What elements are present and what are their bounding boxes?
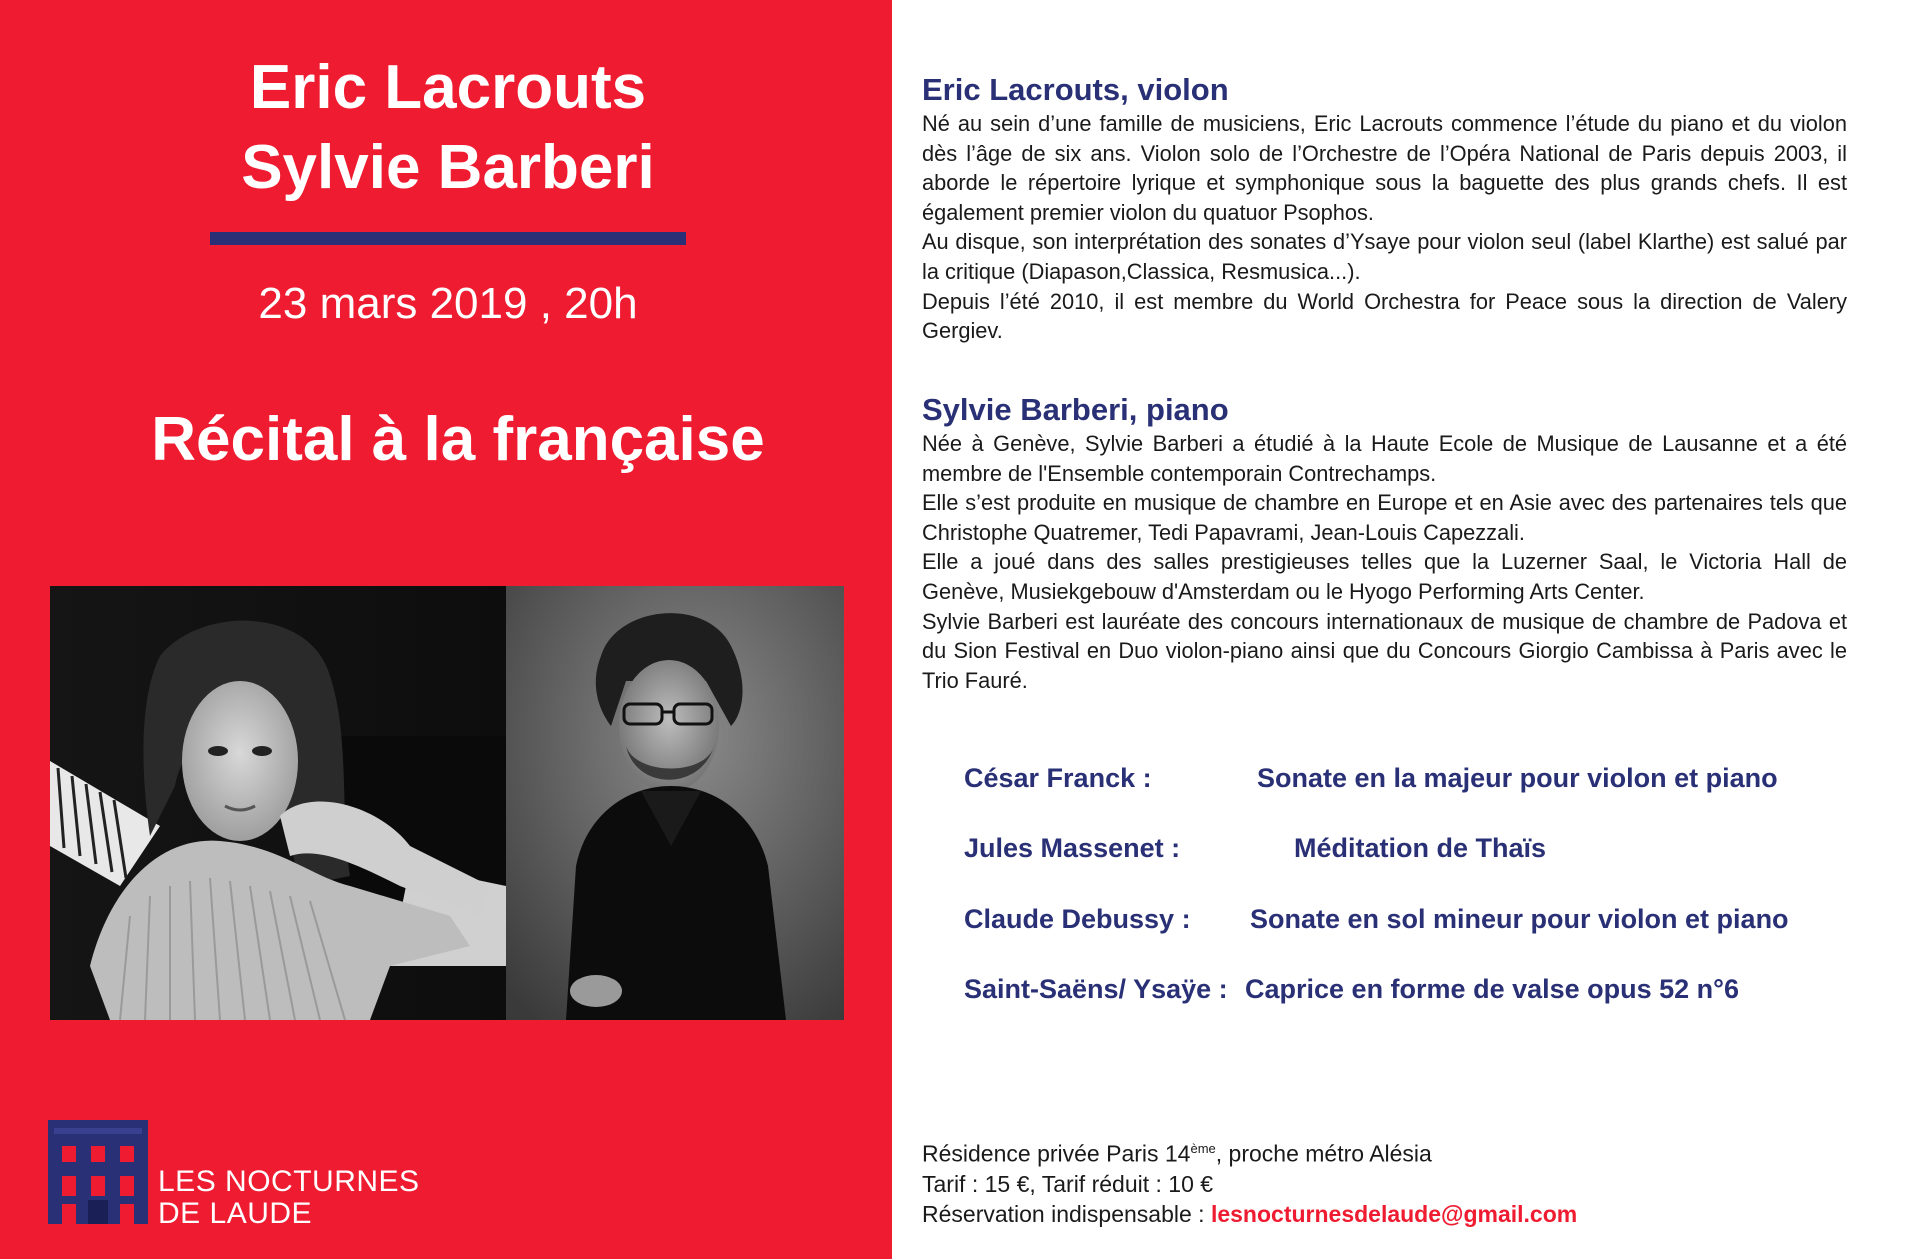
bio-paragraph: Elle a joué dans des salles prestigieuses telles que la Luzerner Saal, le Victoria Hall de Genève, Musiekgebouw d'Amsterdam ou le Hyogo Performing Arts Center. — [922, 549, 1847, 604]
program-work: Caprice en forme de valse opus 52 n°6 — [1245, 974, 1739, 1004]
reservation-line — [922, 1199, 1847, 1229]
concert-date: 23 mars 2019 , 20h — [258, 279, 638, 328]
bio-title-piano: Sylvie Barberi, piano — [922, 392, 1229, 427]
bio-paragraph: Elle s’est produite en musique de chambre en Europe et en Asie avec des partenaires tels que Christophe Quatremer, Tedi Papavrami, Jean-Louis Capezzali. — [922, 490, 1847, 545]
concert-title: Récital à la française — [151, 405, 765, 474]
organizer-name-line-2: DE LAUDE — [158, 1197, 313, 1230]
price-line: Tarif : 15 €, Tarif réduit : 10 € — [922, 1170, 1214, 1197]
program-composer: Claude Debussy : — [964, 904, 1191, 934]
venue-text: Résidence privée Paris 14 — [922, 1140, 1191, 1167]
left-panel — [0, 0, 892, 1259]
reservation-email-link[interactable]: lesnocturnesdelaude@gmail.com — [1210, 1200, 1578, 1227]
reservation-label: Réservation indispensable : — [922, 1200, 1211, 1227]
practical-info — [922, 1134, 1847, 1229]
venue-superscript: ème — [1190, 1141, 1216, 1156]
program-work: Sonate en la majeur pour violon et piano — [1257, 763, 1778, 793]
program-composer: Saint-Saëns/ Ysaÿe : — [964, 974, 1228, 1004]
bio-title-violin: Eric Lacrouts, violon — [922, 72, 1229, 107]
violinist-photo — [506, 586, 844, 1020]
bio-paragraph: Né au sein d’une famille de musiciens, Eric Lacrouts commence l’étude du piano et du violon dès l’âge de six ans. Violon solo de l’Orchestre de l’Opéra National de Paris depuis 2003, il aborde le répertoire lyrique et symphonique sous la baguette des plus grands chefs. Il est également premier violon du quatuor Psophos. — [922, 111, 1847, 225]
program-composer: Jules Massenet : — [964, 833, 1181, 863]
program-composer: César Franck : — [964, 763, 1152, 793]
organizer-name-line-1: LES NOCTURNES — [158, 1165, 420, 1198]
bio-text-piano — [922, 429, 1847, 695]
bio-paragraph: Depuis l’été 2010, il est membre du World Orchestra for Peace sous la direction de Valery Gergiev. — [922, 288, 1847, 344]
bio-paragraph: Au disque, son interprétation des sonates d’Ysaye pour violon seul (label Klarthe) est salué par la critique (Diapason,Classica, Resmusica...). — [922, 229, 1847, 284]
venue-suffix: , proche métro Alésia — [1215, 1140, 1432, 1167]
program-work: Sonate en sol mineur pour violon et piano — [1250, 904, 1789, 934]
performer-1-name: Eric Lacrouts — [249, 53, 647, 122]
pianist-photo — [50, 586, 506, 1020]
heading-divider — [210, 232, 686, 245]
organizer-name — [158, 1166, 420, 1230]
bio-paragraph: Née à Genève, Sylvie Barberi a étudié à la Haute Ecole de Musique de Lausanne et a été membre de l'Ensemble contemporain Contrechamps. — [922, 431, 1847, 486]
bio-paragraph: Sylvie Barberi est lauréate des concours internationaux de musique de chambre de Padova et du Sion Festival en Duo violon-piano ainsi que du Concours Giorgio Cambissa à Paris avec le Trio Fauré. — [922, 608, 1847, 693]
nocturnes-logo-icon — [48, 1120, 148, 1224]
venue-line — [922, 1134, 1847, 1169]
program-work: Méditation de Thaïs — [1294, 833, 1547, 863]
performer-2-name: Sylvie Barberi — [241, 133, 655, 202]
bio-text-violin — [922, 109, 1847, 346]
